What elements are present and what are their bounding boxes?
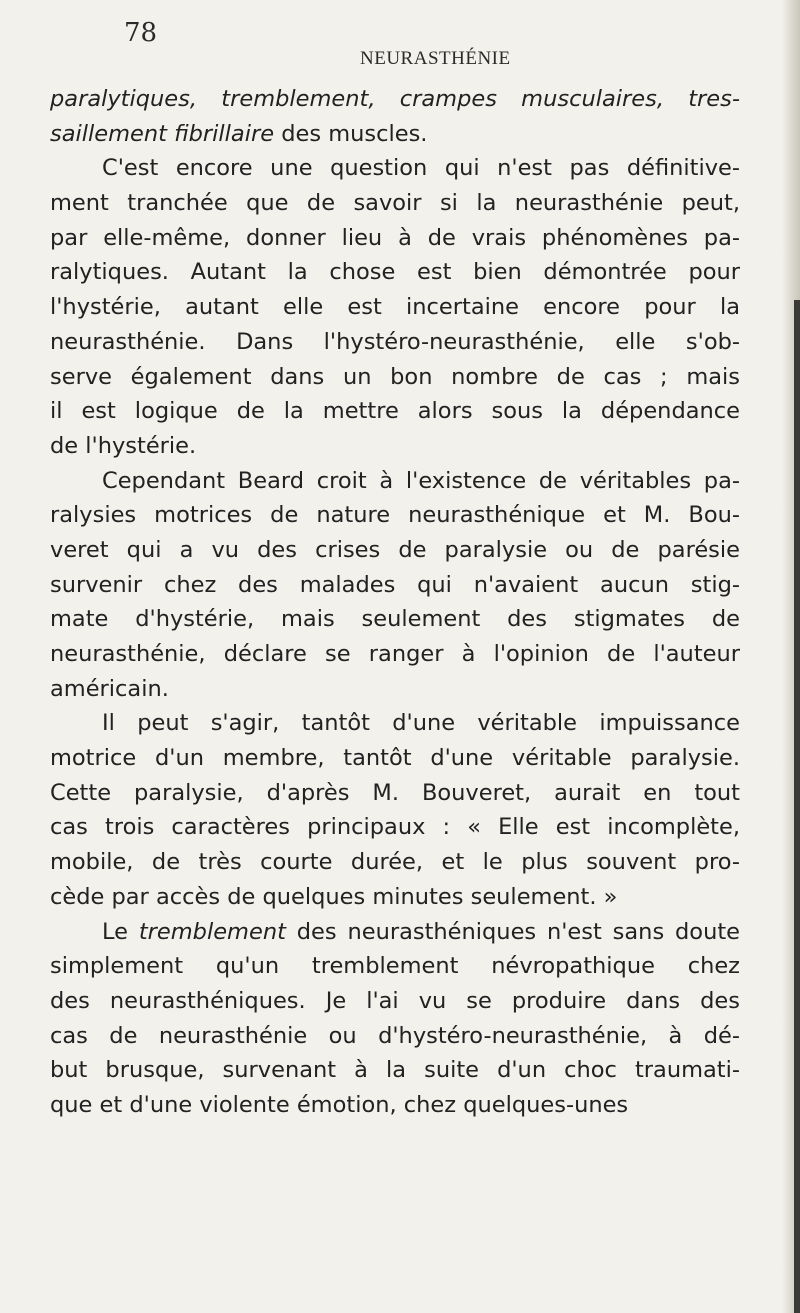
text-line bbox=[50, 637, 740, 672]
text-line bbox=[50, 290, 740, 325]
paragraph bbox=[50, 915, 740, 1123]
text-line bbox=[50, 221, 740, 256]
italic-text: paralytiques, tremblement, crampes musculaires, tres- bbox=[50, 86, 740, 112]
text-run: but brusque, survenant à la suite d'un choc traumati- bbox=[50, 1057, 740, 1084]
text-line bbox=[50, 325, 740, 360]
text-line bbox=[50, 533, 740, 568]
text-line bbox=[50, 82, 740, 117]
paragraph bbox=[50, 706, 740, 914]
text-run: il est logique de la mettre alors sous la dépendance bbox=[50, 398, 740, 425]
text-run: cas de neurasthénie ou d'hystéro-neurasthénie, à dé- bbox=[50, 1022, 740, 1049]
text-line bbox=[50, 394, 740, 429]
text-line bbox=[50, 949, 740, 984]
text-line bbox=[50, 117, 740, 152]
paragraph bbox=[50, 151, 740, 463]
text-run: américain. bbox=[50, 675, 169, 702]
text-line bbox=[50, 880, 740, 915]
page-number: 78 bbox=[124, 18, 158, 48]
text-line bbox=[50, 672, 740, 707]
text-run: Cependant Beard croit à l'existence de véritables pa- bbox=[102, 467, 740, 494]
text-line bbox=[50, 1053, 740, 1088]
text-line bbox=[50, 602, 740, 637]
text-run: ralysies motrices de nature neurasthénique et M. Bou- bbox=[50, 502, 740, 529]
text-run: mobile, de très courte durée, et le plus souvent pro- bbox=[50, 849, 740, 876]
text-line bbox=[50, 464, 740, 499]
text-run: des neurasthéniques. Je l'ai vu se produire dans des bbox=[50, 987, 740, 1014]
text-run: motrice d'un membre, tantôt d'une véritable paralysie. bbox=[50, 745, 740, 772]
text-run: veret qui a vu des crises de paralysie ou de parésie bbox=[50, 536, 740, 563]
text-run: ment tranchée que de savoir si la neurasthénie peut, bbox=[50, 190, 740, 217]
text-line bbox=[50, 151, 740, 186]
text-line bbox=[50, 776, 740, 811]
text-line bbox=[50, 360, 740, 395]
text-run: Il peut s'agir, tantôt d'une véritable impuissance bbox=[102, 710, 740, 737]
text-run: neurasthénie. Dans l'hystéro-neurasthénie, elle s'ob- bbox=[50, 328, 740, 355]
text-run: neurasthénie, déclare se ranger à l'opinion de l'auteur bbox=[50, 641, 740, 667]
text-line bbox=[50, 255, 740, 290]
page-edge-shadow bbox=[782, 0, 800, 1313]
text-run: cas trois caractères principaux : « Elle est incomplète, bbox=[50, 814, 740, 841]
text-run: cède par accès de quelques minutes seulement. » bbox=[50, 883, 618, 910]
text-run: mate d'hystérie, mais seulement des stigmates de bbox=[50, 606, 740, 633]
text-line bbox=[50, 984, 740, 1019]
italic-text: saillement fibrillaire bbox=[50, 120, 275, 147]
text-line bbox=[50, 741, 740, 776]
text-run: des neurasthéniques n'est sans doute bbox=[285, 918, 740, 945]
text-run: des muscles. bbox=[274, 120, 428, 147]
text-run: que et d'une violente émotion, chez quelques-unes bbox=[50, 1091, 629, 1118]
text-line bbox=[50, 568, 740, 603]
text-line bbox=[50, 498, 740, 533]
text-run: serve également dans un bon nombre de cas ; mais bbox=[50, 363, 740, 390]
body-text bbox=[50, 82, 740, 1123]
text-line bbox=[50, 186, 740, 221]
italic-text: tremblement bbox=[138, 918, 286, 945]
text-run: Cette paralysie, d'après M. Bouveret, aurait en tout bbox=[50, 779, 740, 806]
text-run: simplement qu'un tremblement névropathique chez bbox=[50, 953, 740, 980]
text-run: l'hystérie, autant elle est incertaine encore pour la bbox=[50, 294, 740, 321]
text-line bbox=[50, 429, 740, 464]
text-run: C'est encore une question qui n'est pas définitive- bbox=[102, 155, 740, 182]
text-line bbox=[50, 845, 740, 880]
text-run: de l'hystérie. bbox=[50, 432, 197, 459]
paragraph bbox=[50, 82, 740, 151]
paragraph bbox=[50, 464, 740, 707]
text-line bbox=[50, 706, 740, 741]
text-line bbox=[50, 1019, 740, 1054]
text-line bbox=[50, 1088, 740, 1123]
text-run: survenir chez des malades qui n'avaient aucun stig- bbox=[50, 571, 740, 598]
text-run: par elle-même, donner lieu à de vrais phénomènes pa- bbox=[50, 224, 740, 251]
text-run: Le bbox=[102, 918, 139, 945]
running-head: NEURASTHÉNIE bbox=[360, 48, 511, 69]
text-line bbox=[50, 810, 740, 845]
text-run: ralytiques. Autant la chose est bien démontrée pour bbox=[50, 259, 740, 286]
text-line bbox=[50, 915, 740, 950]
